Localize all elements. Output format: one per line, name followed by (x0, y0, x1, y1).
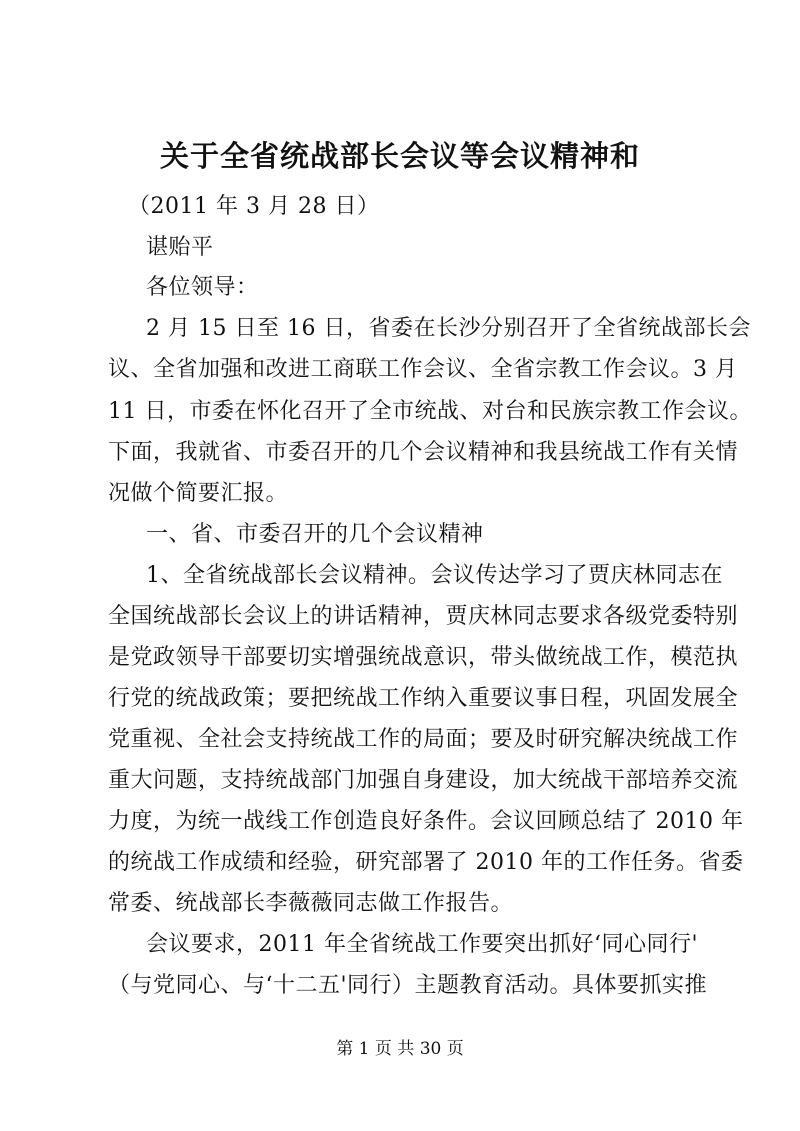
paragraph-line: 1、全省统战部长会议精神。会议传达学习了贾庆林同志在 (146, 563, 723, 588)
page-footer: 第 1 页 共 30 页 (336, 1039, 464, 1059)
document-author: 谌贻平 (146, 235, 214, 260)
paragraph-line: 力度，为统一战线工作创造良好条件。会议回顾总结了 2010 年 (108, 809, 744, 834)
salutation: 各位领导： (146, 275, 259, 300)
paragraph-line: 全国统战部长会议上的讲话精神，贾庆林同志要求各级党委特别 (108, 604, 739, 629)
paragraph-line: 议、全省加强和改进工商联工作会议、全省宗教工作会议。3 月 (108, 357, 738, 382)
paragraph-line: 行党的统战政策；要把统战工作纳入重要议事日程，巩固发展全 (108, 686, 739, 711)
paragraph-line: 11 日，市委在怀化召开了全市统战、对台和民族宗教工作会议。 (108, 399, 752, 424)
paragraph-line: 重大问题，支持统战部门加强自身建设，加大统战干部培养交流 (108, 768, 739, 793)
paragraph-line: 的统战工作成绩和经验，研究部署了 2010 年的工作任务。省委 (108, 850, 744, 875)
paragraph-line: 况做个简要汇报。 (108, 481, 289, 506)
document-title: 关于全省统战部长会议等会议精神和 (159, 139, 640, 173)
section-heading: 一、省、市委召开的几个会议精神 (146, 522, 484, 547)
paragraph-line: 常委、统战部长李薇薇同志做工作报告。 (108, 891, 514, 916)
document-date: （2011 年 3 月 28 日） (128, 194, 380, 219)
paragraph-line: 下面，我就省、市委召开的几个会议精神和我县统战工作有关情 (108, 440, 739, 465)
paragraph-line: 是党政领导干部要切实增强统战意识，带头做统战工作，模范执 (108, 645, 739, 670)
paragraph-line: 会议要求，2011 年全省统战工作要突出抓好‘同心同行' (146, 932, 699, 957)
paragraph-line: 党重视、全社会支持统战工作的局面；要及时研究解决统战工作 (108, 727, 739, 752)
paragraph-line: （与党同心、与‘十二五'同行）主题教育活动。具体要抓实推 (108, 973, 708, 998)
paragraph-line: 2 月 15 日至 16 日，省委在长沙分别召开了全省统战部长会 (146, 316, 751, 341)
